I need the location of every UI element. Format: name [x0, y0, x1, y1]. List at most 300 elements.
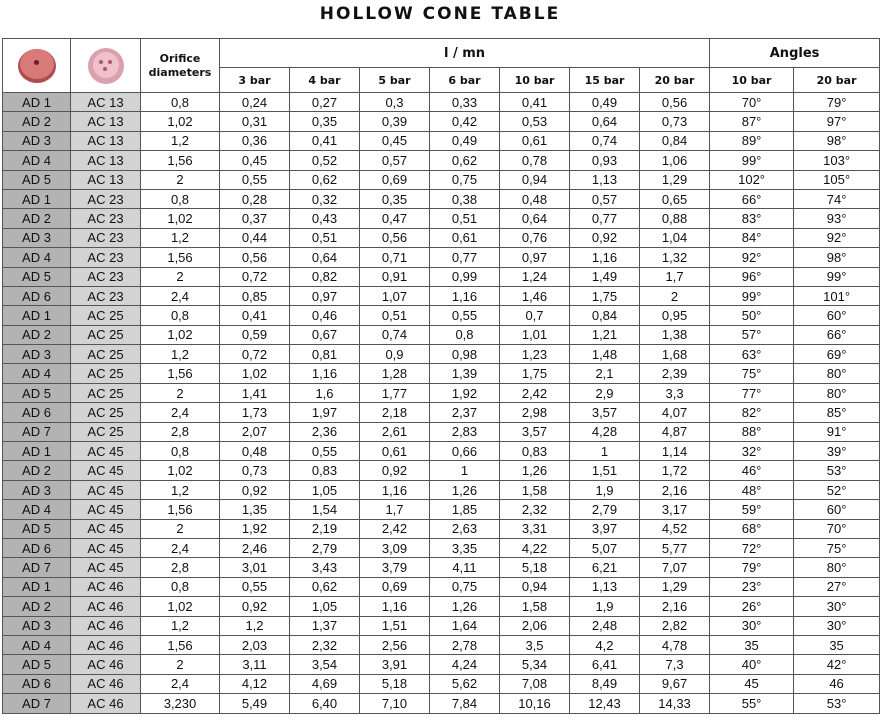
core-code-cell: AC 25 — [71, 325, 141, 344]
flow-20bar-cell: 1,68 — [640, 345, 710, 364]
flow-15bar-cell: 1,9 — [570, 597, 640, 616]
disc-code-cell: AD 6 — [3, 403, 71, 422]
orifice-cell: 2 — [141, 267, 220, 286]
flow-3bar-cell: 5,49 — [220, 694, 290, 713]
flow-4bar-cell: 1,16 — [290, 364, 360, 383]
table-row — [3, 189, 880, 208]
flow-10bar-cell: 0,48 — [500, 189, 570, 208]
flow-3bar-cell: 2,03 — [220, 635, 290, 654]
core-code-cell: AC 45 — [71, 480, 141, 499]
core-code-cell: AC 23 — [71, 286, 141, 305]
disc-code-cell: AD 2 — [3, 112, 71, 131]
angle-10bar-cell: 30° — [710, 616, 794, 635]
flow-3bar-cell: 0,92 — [220, 480, 290, 499]
pressure-header: 20 bar — [640, 68, 710, 93]
flow-10bar-cell: 0,97 — [500, 248, 570, 267]
angle-10bar-cell: 23° — [710, 577, 794, 596]
angle-20bar-cell: 75° — [794, 538, 880, 557]
disc-code-cell: AD 3 — [3, 345, 71, 364]
flow-3bar-cell: 2,46 — [220, 538, 290, 557]
core-code-cell: AC 46 — [71, 577, 141, 596]
flow-5bar-cell: 1,16 — [360, 480, 430, 499]
flow-6bar-cell: 0,62 — [430, 151, 500, 170]
orifice-cell: 0,8 — [141, 93, 220, 112]
angle-10bar-cell: 99° — [710, 286, 794, 305]
flow-10bar-cell: 0,53 — [500, 112, 570, 131]
table-row — [3, 286, 880, 305]
angle-20bar-cell: 39° — [794, 442, 880, 461]
orifice-cell: 1,02 — [141, 325, 220, 344]
flow-3bar-cell: 1,92 — [220, 519, 290, 538]
table-row — [3, 248, 880, 267]
flow-15bar-cell: 3,57 — [570, 403, 640, 422]
disc-code-cell: AD 4 — [3, 500, 71, 519]
angle-20bar-cell: 98° — [794, 248, 880, 267]
orifice-cell: 1,2 — [141, 228, 220, 247]
angle-20bar-cell: 35 — [794, 635, 880, 654]
flow-20bar-cell: 3,3 — [640, 383, 710, 402]
angle-20bar-cell: 46 — [794, 674, 880, 693]
pressure-header: 15 bar — [570, 68, 640, 93]
disc-code-cell: AD 6 — [3, 538, 71, 557]
flow-15bar-cell: 2,1 — [570, 364, 640, 383]
table-row — [3, 461, 880, 480]
table-row — [3, 500, 880, 519]
flow-10bar-cell: 0,76 — [500, 228, 570, 247]
flow-5bar-cell: 0,47 — [360, 209, 430, 228]
flow-6bar-cell: 4,24 — [430, 655, 500, 674]
core-code-cell: AC 23 — [71, 209, 141, 228]
flow-10bar-cell: 2,42 — [500, 383, 570, 402]
flow-6bar-cell: 0,38 — [430, 189, 500, 208]
disc-code-cell: AD 2 — [3, 597, 71, 616]
angle-20bar-cell: 60° — [794, 306, 880, 325]
flow-4bar-cell: 4,69 — [290, 674, 360, 693]
flow-3bar-cell: 0,55 — [220, 170, 290, 189]
flow-4bar-cell: 1,05 — [290, 480, 360, 499]
flow-5bar-cell: 0,45 — [360, 131, 430, 150]
core-code-cell: AC 25 — [71, 364, 141, 383]
pressure-header: 3 bar — [220, 68, 290, 93]
orifice-cell: 0,8 — [141, 577, 220, 596]
angle-pressure-header: 20 bar — [794, 68, 880, 93]
disc-image-cell — [3, 39, 71, 93]
disc-code-cell: AD 1 — [3, 577, 71, 596]
flow-15bar-cell: 0,57 — [570, 189, 640, 208]
flow-3bar-cell: 0,44 — [220, 228, 290, 247]
hollow-cone-table — [2, 38, 880, 714]
orifice-cell: 2 — [141, 383, 220, 402]
flow-3bar-cell: 2,07 — [220, 422, 290, 441]
flow-20bar-cell: 3,17 — [640, 500, 710, 519]
flow-20bar-cell: 2,82 — [640, 616, 710, 635]
flow-15bar-cell: 1,16 — [570, 248, 640, 267]
angle-10bar-cell: 40° — [710, 655, 794, 674]
angle-10bar-cell: 82° — [710, 403, 794, 422]
disc-nozzle-icon — [17, 46, 57, 86]
flow-10bar-cell: 5,34 — [500, 655, 570, 674]
angle-20bar-cell: 66° — [794, 325, 880, 344]
flow-15bar-cell: 0,49 — [570, 93, 640, 112]
flow-6bar-cell: 3,35 — [430, 538, 500, 557]
disc-code-cell: AD 5 — [3, 170, 71, 189]
core-code-cell: AC 45 — [71, 442, 141, 461]
flow-4bar-cell: 1,37 — [290, 616, 360, 635]
orifice-cell: 0,8 — [141, 306, 220, 325]
angle-10bar-cell: 99° — [710, 151, 794, 170]
flow-5bar-cell: 2,61 — [360, 422, 430, 441]
angle-20bar-cell: 79° — [794, 93, 880, 112]
flow-3bar-cell: 0,45 — [220, 151, 290, 170]
flow-6bar-cell: 1,92 — [430, 383, 500, 402]
flow-3bar-cell: 3,01 — [220, 558, 290, 577]
core-code-cell: AC 25 — [71, 345, 141, 364]
flow-6bar-cell: 4,11 — [430, 558, 500, 577]
flow-20bar-cell: 1,72 — [640, 461, 710, 480]
flow-3bar-cell: 0,72 — [220, 345, 290, 364]
flow-10bar-cell: 10,16 — [500, 694, 570, 713]
core-code-cell: AC 46 — [71, 616, 141, 635]
flow-20bar-cell: 2,16 — [640, 597, 710, 616]
flow-6bar-cell: 0,33 — [430, 93, 500, 112]
orifice-cell: 1,2 — [141, 131, 220, 150]
flow-5bar-cell: 0,57 — [360, 151, 430, 170]
angle-10bar-cell: 55° — [710, 694, 794, 713]
flow-20bar-cell: 1,06 — [640, 151, 710, 170]
angle-20bar-cell: 52° — [794, 480, 880, 499]
flow-5bar-cell: 7,10 — [360, 694, 430, 713]
flow-rate-header: l / mn — [220, 39, 710, 68]
table-row — [3, 635, 880, 654]
flow-6bar-cell: 5,62 — [430, 674, 500, 693]
flow-3bar-cell: 1,2 — [220, 616, 290, 635]
angles-header: Angles — [710, 39, 880, 68]
flow-15bar-cell: 0,77 — [570, 209, 640, 228]
disc-code-cell: AD 6 — [3, 286, 71, 305]
flow-6bar-cell: 0,42 — [430, 112, 500, 131]
flow-20bar-cell: 4,87 — [640, 422, 710, 441]
flow-15bar-cell: 3,97 — [570, 519, 640, 538]
angle-10bar-cell: 72° — [710, 538, 794, 557]
angle-10bar-cell: 45 — [710, 674, 794, 693]
angle-20bar-cell: 53° — [794, 461, 880, 480]
flow-3bar-cell: 1,73 — [220, 403, 290, 422]
angle-20bar-cell: 69° — [794, 345, 880, 364]
flow-20bar-cell: 0,95 — [640, 306, 710, 325]
disc-code-cell: AD 2 — [3, 325, 71, 344]
pressure-header: 5 bar — [360, 68, 430, 93]
disc-code-cell: AD 7 — [3, 694, 71, 713]
core-code-cell: AC 23 — [71, 267, 141, 286]
flow-10bar-cell: 1,58 — [500, 597, 570, 616]
angle-10bar-cell: 68° — [710, 519, 794, 538]
flow-5bar-cell: 0,91 — [360, 267, 430, 286]
disc-code-cell: AD 5 — [3, 267, 71, 286]
flow-5bar-cell: 1,07 — [360, 286, 430, 305]
table-row — [3, 519, 880, 538]
flow-10bar-cell: 1,24 — [500, 267, 570, 286]
flow-4bar-cell: 1,6 — [290, 383, 360, 402]
angle-10bar-cell: 26° — [710, 597, 794, 616]
flow-10bar-cell: 2,32 — [500, 500, 570, 519]
flow-3bar-cell: 0,28 — [220, 189, 290, 208]
flow-4bar-cell: 2,32 — [290, 635, 360, 654]
flow-4bar-cell: 0,81 — [290, 345, 360, 364]
flow-3bar-cell: 0,72 — [220, 267, 290, 286]
flow-15bar-cell: 4,28 — [570, 422, 640, 441]
table-row — [3, 131, 880, 150]
flow-5bar-cell: 2,42 — [360, 519, 430, 538]
flow-20bar-cell: 4,52 — [640, 519, 710, 538]
angle-10bar-cell: 63° — [710, 345, 794, 364]
angle-20bar-cell: 80° — [794, 364, 880, 383]
flow-15bar-cell: 2,79 — [570, 500, 640, 519]
core-code-cell: AC 25 — [71, 422, 141, 441]
angle-10bar-cell: 77° — [710, 383, 794, 402]
flow-20bar-cell: 0,88 — [640, 209, 710, 228]
flow-6bar-cell: 0,66 — [430, 442, 500, 461]
flow-10bar-cell: 0,94 — [500, 170, 570, 189]
angle-10bar-cell: 89° — [710, 131, 794, 150]
flow-5bar-cell: 0,9 — [360, 345, 430, 364]
flow-6bar-cell: 1,39 — [430, 364, 500, 383]
flow-15bar-cell: 0,64 — [570, 112, 640, 131]
flow-10bar-cell: 7,08 — [500, 674, 570, 693]
disc-code-cell: AD 3 — [3, 228, 71, 247]
angle-20bar-cell: 80° — [794, 558, 880, 577]
orifice-cell: 2,4 — [141, 403, 220, 422]
flow-10bar-cell: 5,18 — [500, 558, 570, 577]
flow-3bar-cell: 4,12 — [220, 674, 290, 693]
angle-10bar-cell: 59° — [710, 500, 794, 519]
core-code-cell: AC 23 — [71, 248, 141, 267]
flow-20bar-cell: 14,33 — [640, 694, 710, 713]
flow-4bar-cell: 1,05 — [290, 597, 360, 616]
disc-code-cell: AD 3 — [3, 616, 71, 635]
angle-10bar-cell: 83° — [710, 209, 794, 228]
orifice-cell: 1,56 — [141, 500, 220, 519]
flow-5bar-cell: 0,92 — [360, 461, 430, 480]
orifice-cell: 1,2 — [141, 480, 220, 499]
flow-3bar-cell: 0,37 — [220, 209, 290, 228]
flow-4bar-cell: 3,43 — [290, 558, 360, 577]
table-row — [3, 538, 880, 557]
core-code-cell: AC 13 — [71, 151, 141, 170]
orifice-cell: 2 — [141, 170, 220, 189]
table-row — [3, 558, 880, 577]
core-code-cell: AC 46 — [71, 694, 141, 713]
flow-5bar-cell: 3,91 — [360, 655, 430, 674]
core-code-cell: AC 46 — [71, 635, 141, 654]
flow-10bar-cell: 1,75 — [500, 364, 570, 383]
pressure-header: 4 bar — [290, 68, 360, 93]
flow-4bar-cell: 1,97 — [290, 403, 360, 422]
orifice-header: Orifice diameters — [141, 39, 220, 93]
table-row — [3, 228, 880, 247]
flow-4bar-cell: 0,51 — [290, 228, 360, 247]
flow-5bar-cell: 0,71 — [360, 248, 430, 267]
flow-15bar-cell: 0,93 — [570, 151, 640, 170]
flow-20bar-cell: 1,14 — [640, 442, 710, 461]
flow-10bar-cell: 3,5 — [500, 635, 570, 654]
flow-5bar-cell: 0,39 — [360, 112, 430, 131]
angle-20bar-cell: 85° — [794, 403, 880, 422]
orifice-cell: 2 — [141, 519, 220, 538]
flow-4bar-cell: 0,67 — [290, 325, 360, 344]
table-row — [3, 480, 880, 499]
flow-10bar-cell: 0,61 — [500, 131, 570, 150]
flow-6bar-cell: 0,49 — [430, 131, 500, 150]
flow-15bar-cell: 1,13 — [570, 170, 640, 189]
flow-3bar-cell: 0,31 — [220, 112, 290, 131]
table-row — [3, 597, 880, 616]
flow-10bar-cell: 4,22 — [500, 538, 570, 557]
pressure-header: 10 bar — [500, 68, 570, 93]
flow-6bar-cell: 0,77 — [430, 248, 500, 267]
flow-5bar-cell: 5,18 — [360, 674, 430, 693]
table-row — [3, 170, 880, 189]
flow-15bar-cell: 12,43 — [570, 694, 640, 713]
flow-15bar-cell: 1,13 — [570, 577, 640, 596]
disc-code-cell: AD 6 — [3, 674, 71, 693]
flow-6bar-cell: 0,51 — [430, 209, 500, 228]
table-row — [3, 364, 880, 383]
flow-3bar-cell: 1,41 — [220, 383, 290, 402]
flow-5bar-cell: 0,69 — [360, 577, 430, 596]
table-row — [3, 151, 880, 170]
flow-10bar-cell: 1,23 — [500, 345, 570, 364]
angle-20bar-cell: 30° — [794, 616, 880, 635]
disc-code-cell: AD 1 — [3, 442, 71, 461]
flow-10bar-cell: 3,57 — [500, 422, 570, 441]
table-row — [3, 616, 880, 635]
table-row — [3, 442, 880, 461]
table-row — [3, 422, 880, 441]
angle-10bar-cell: 35 — [710, 635, 794, 654]
angle-20bar-cell: 30° — [794, 597, 880, 616]
flow-20bar-cell: 7,07 — [640, 558, 710, 577]
flow-15bar-cell: 6,41 — [570, 655, 640, 674]
flow-15bar-cell: 1,49 — [570, 267, 640, 286]
disc-code-cell: AD 1 — [3, 93, 71, 112]
orifice-cell: 2,4 — [141, 538, 220, 557]
flow-6bar-cell: 1,85 — [430, 500, 500, 519]
flow-4bar-cell: 1,54 — [290, 500, 360, 519]
angle-20bar-cell: 105° — [794, 170, 880, 189]
flow-20bar-cell: 9,67 — [640, 674, 710, 693]
flow-6bar-cell: 2,63 — [430, 519, 500, 538]
angle-20bar-cell: 42° — [794, 655, 880, 674]
table-row — [3, 209, 880, 228]
flow-4bar-cell: 0,27 — [290, 93, 360, 112]
angle-20bar-cell: 70° — [794, 519, 880, 538]
angle-20bar-cell: 92° — [794, 228, 880, 247]
core-code-cell: AC 46 — [71, 655, 141, 674]
orifice-cell: 2,4 — [141, 286, 220, 305]
flow-20bar-cell: 0,84 — [640, 131, 710, 150]
core-code-cell: AC 25 — [71, 306, 141, 325]
angle-20bar-cell: 91° — [794, 422, 880, 441]
flow-3bar-cell: 0,41 — [220, 306, 290, 325]
flow-3bar-cell: 0,55 — [220, 577, 290, 596]
flow-10bar-cell: 0,78 — [500, 151, 570, 170]
angle-10bar-cell: 66° — [710, 189, 794, 208]
core-code-cell: AC 23 — [71, 189, 141, 208]
disc-code-cell: AD 1 — [3, 306, 71, 325]
disc-code-cell: AD 7 — [3, 422, 71, 441]
flow-15bar-cell: 2,48 — [570, 616, 640, 635]
angle-10bar-cell: 79° — [710, 558, 794, 577]
flow-20bar-cell: 0,65 — [640, 189, 710, 208]
flow-3bar-cell: 1,35 — [220, 500, 290, 519]
flow-5bar-cell: 1,51 — [360, 616, 430, 635]
flow-3bar-cell: 0,48 — [220, 442, 290, 461]
flow-5bar-cell: 0,51 — [360, 306, 430, 325]
orifice-cell: 1,56 — [141, 364, 220, 383]
flow-5bar-cell: 3,79 — [360, 558, 430, 577]
core-code-cell: AC 13 — [71, 131, 141, 150]
flow-3bar-cell: 0,92 — [220, 597, 290, 616]
flow-15bar-cell: 2,9 — [570, 383, 640, 402]
orifice-cell: 1,02 — [141, 209, 220, 228]
angle-20bar-cell: 98° — [794, 131, 880, 150]
flow-5bar-cell: 3,09 — [360, 538, 430, 557]
angle-20bar-cell: 80° — [794, 383, 880, 402]
table-row — [3, 403, 880, 422]
flow-5bar-cell: 2,18 — [360, 403, 430, 422]
disc-code-cell: AD 4 — [3, 248, 71, 267]
angle-20bar-cell: 97° — [794, 112, 880, 131]
disc-code-cell: AD 4 — [3, 635, 71, 654]
flow-15bar-cell: 1,75 — [570, 286, 640, 305]
disc-code-cell: AD 2 — [3, 461, 71, 480]
flow-6bar-cell: 0,55 — [430, 306, 500, 325]
flow-6bar-cell: 1,64 — [430, 616, 500, 635]
flow-6bar-cell: 2,37 — [430, 403, 500, 422]
angle-20bar-cell: 53° — [794, 694, 880, 713]
flow-10bar-cell: 0,64 — [500, 209, 570, 228]
angle-pressure-header: 10 bar — [710, 68, 794, 93]
flow-4bar-cell: 0,41 — [290, 131, 360, 150]
page-title: HOLLOW CONE TABLE — [319, 4, 561, 24]
flow-4bar-cell: 0,82 — [290, 267, 360, 286]
table-row — [3, 694, 880, 713]
flow-20bar-cell: 1,7 — [640, 267, 710, 286]
core-image-cell — [71, 39, 141, 93]
flow-20bar-cell: 1,29 — [640, 577, 710, 596]
orifice-cell: 1,56 — [141, 635, 220, 654]
flow-3bar-cell: 1,02 — [220, 364, 290, 383]
flow-10bar-cell: 1,46 — [500, 286, 570, 305]
flow-3bar-cell: 0,73 — [220, 461, 290, 480]
flow-20bar-cell: 4,78 — [640, 635, 710, 654]
flow-4bar-cell: 3,54 — [290, 655, 360, 674]
flow-15bar-cell: 0,92 — [570, 228, 640, 247]
flow-20bar-cell: 4,07 — [640, 403, 710, 422]
angle-10bar-cell: 102° — [710, 170, 794, 189]
core-code-cell: AC 13 — [71, 170, 141, 189]
flow-10bar-cell: 0,41 — [500, 93, 570, 112]
flow-5bar-cell: 0,56 — [360, 228, 430, 247]
angle-20bar-cell: 74° — [794, 189, 880, 208]
orifice-cell: 1,02 — [141, 461, 220, 480]
orifice-cell: 2,8 — [141, 558, 220, 577]
flow-5bar-cell: 0,74 — [360, 325, 430, 344]
table-row — [3, 325, 880, 344]
flow-4bar-cell: 6,40 — [290, 694, 360, 713]
table-row — [3, 383, 880, 402]
flow-4bar-cell: 2,36 — [290, 422, 360, 441]
